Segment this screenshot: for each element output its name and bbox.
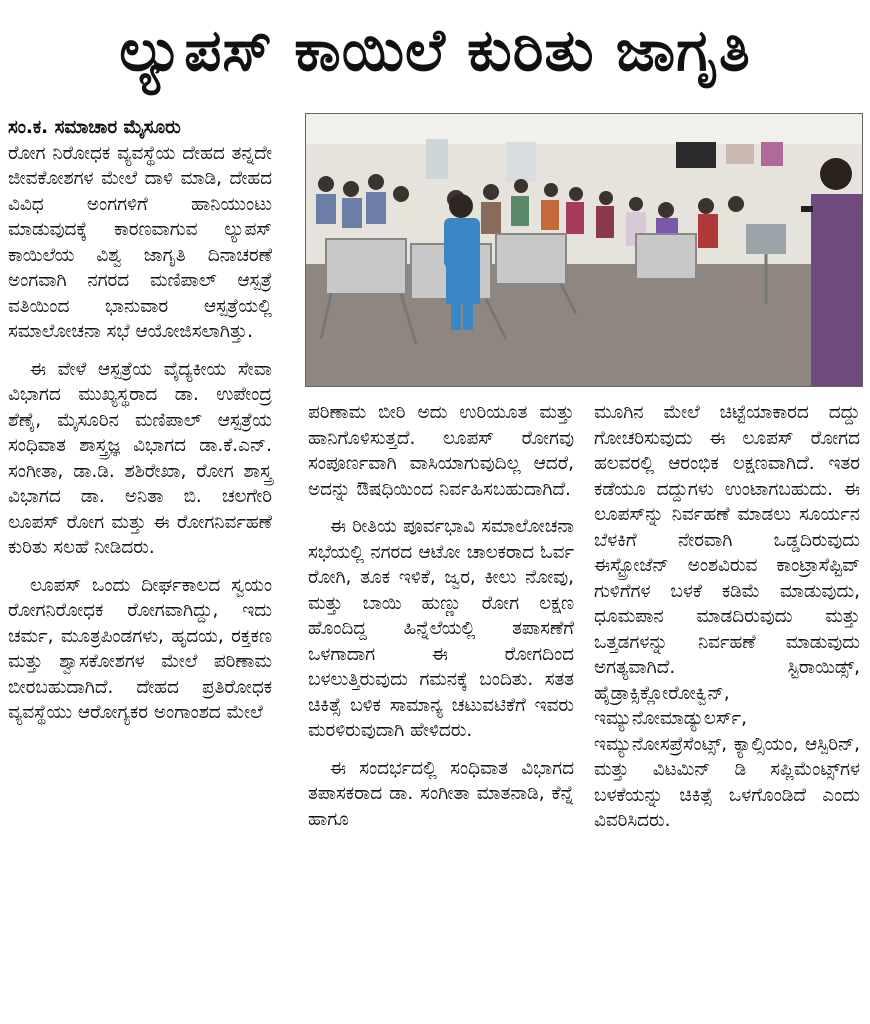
column-2 [308, 400, 574, 832]
event-photo-illustration [306, 114, 862, 386]
paragraph: ಈ ರೀತಿಯ ಪೂರ್ವಭಾವಿ ಸಮಾಲೋಚನಾ ಸಭೆಯಲ್ಲಿ ನಗರದ ಆಟೋ ಚಾಲಕರಾದ ಓರ್ವ ರೋಗಿ, ತೂಕ ಇಳಿಕೆ, ಜ್ವರ, ಕೀಲು ನೋವು, ಮತ್ತು ಬಾಯಿ ಹುಣ್ಣು ರೋಗ ಲಕ್ಷಣ ಹೊಂದಿದ್ದ ಹಿನ್ನೆಲೆಯಲ್ಲಿ ತಪಾಸಣೆಗೆ ಒಳಗಾದಾಗ ಈ ರೋಗದಿಂದ ಬಳಲುತ್ತಿರುವುದು ಗಮನಕ್ಕೆ ಬಂದಿತು. ಸತತ ಚಿಕಿತ್ಸೆ ಬಳಿಕ ಸಾಮಾನ್ಯ ಚಟುವಟಿಕೆಗೆ ಇವರು ಮರಳಿರುವುದಾಗಿ ಹೇಳಿದರು. [308, 516, 574, 741]
event-photo [305, 113, 863, 387]
paragraph: ಲೂಪಸ್ ಒಂದು ದೀರ್ಘಕಾಲದ ಸ್ವಯಂ ರೋಗನಿರೋಧಕ ರೋಗವಾಗಿದ್ದು, ಇದು ಚರ್ಮ, ಮೂತ್ರಪಿಂಡಗಳು, ಹೃದಯ, ರಕ್ತಕಣ ಮತ್ತು ಶ್ವಾಸಕೋಶಗಳ ಮೇಲೆ ಪರಿಣಾಮ ಬೀರಬಹುದಾಗಿದೆ. ದೇಹದ ಪ್ರತಿರೋಧಕ ವ್ಯವಸ್ಥೆಯು ಆರೋಗ್ಯಕರ ಅಂಗಾಂಶದ ಮೇಲೆ [8, 574, 272, 723]
paragraph: ಮೂಗಿನ ಮೇಲೆ ಚಿಟ್ಟೆಯಾಕಾರದ ದದ್ದು ಗೋಚರಿಸುವುದು ಈ ಲೂಪಸ್ ರೋಗದ ಹಲವರಲ್ಲಿ ಆರಂಭಿಕ ಲಕ್ಷಣವಾಗಿದೆ. ಇತರ ಕಡೆಯೂ ದದ್ದುಗಳು ಉಂಟಾಗಬಹುದು. ಈ ಲೂಪಸ್‌ನ್ನು ನಿರ್ವಹಣೆ ಮಾಡಲು ಸೂರ್ಯನ ಬೆಳಕಿಗೆ ನೇರವಾಗಿ ಒಡ್ಡದಿರುವುದು ಈಸ್ಟ್ರೋಜೆನ್ ಅಂಶವಿರುವ ಕಾಂಟ್ರಾಸೆಪ್ಟಿವ್ ಗುಳಿಗೆಗಳ ಬಳಕೆ ಕಡಿಮೆ ಮಾಡುವುದು, ಧೂಮಪಾನ ಮಾಡದಿರುವುದು ಮತ್ತು ಒತ್ತಡಗಳನ್ನು ನಿರ್ವಹಣೆ ಮಾಡುವುದು ಅಗತ್ಯವಾಗಿದೆ. ಸ್ಟಿರಾಯಿಡ್ಸ್, ಹೈಡ್ರಾಕ್ಸಿಕ್ಲೋರೋಕ್ವಿನ್, ಇಮ್ಯುನೋಮಾಡ್ಯುಲರ್ಸ್, ಇಮ್ಯುನೋಸಪ್ರೆಸೆಂಟ್ಸ್, ಕ್ಯಾಲ್ಸಿಯಂ, ಆಸ್ಪಿರಿನ್, ಮತ್ತು ವಿಟಮಿನ್ ಡಿ ಸಪ್ಲಿಮೆಂಟ್ಸ್‌ಗಳ ಬಳಕೆಯನ್ನು ಚಿಕಿತ್ಸೆ ಒಳಗೊಂಡಿದೆ ಎಂದು ವಿವರಿಸಿದರು. [594, 402, 860, 831]
paragraph: ಈ ವೇಳೆ ಆಸ್ಪತ್ರೆಯ ವೈದ್ಯಕೀಯ ಸೇವಾ ವಿಭಾಗದ ಮುಖ್ಯಸ್ಥರಾದ ಡಾ. ಉಪೇಂದ್ರ ಶೆಣೈ, ಮೈಸೂರಿನ ಮಣಿಪಾಲ್ ಆಸ್ಪತ್ರೆಯ ಸಂಧಿವಾತ ಶಾಸ್ತ್ರಜ್ಞ ವಿಭಾಗದ ಡಾ.ಕೆ.ಎನ್. ಸಂಗೀತಾ, ಡಾ.ಡಿ. ಶಶಿರೇಖಾ, ರೋಗ ಶಾಸ್ತ್ರ ವಿಭಾಗದ ಡಾ. ಅನಿತಾ ಬಿ. ಚಲಗೇರಿ ಲೂಪಸ್ ರೋಗ ಮತ್ತು ಈ ರೋಗನಿರ್ವಹಣೆ ಕುರಿತು ಸಲಹೆ ನೀಡಿದರು. [8, 358, 272, 558]
dateline: ಸಂ.ಕ. ಸಮಾಚಾರ ಮೈಸೂರು [8, 117, 181, 138]
paragraph: ಈ ಸಂದರ್ಭದಲ್ಲಿ ಸಂಧಿವಾತ ವಿಭಾಗದ ತಪಾಸಕರಾದ ಡಾ. ಸಂಗೀತಾ ಮಾತನಾಡಿ, ಕೆನ್ನೆ ಹಾಗೂ [308, 757, 574, 830]
column-1 [8, 115, 272, 726]
paragraph: ರೋಗ ನಿರೋಧಕ ವ್ಯವಸ್ಥೆಯ ದೇಹದ ತನ್ನದೇ ಜೀವಕೋಶಗಳ ಮೇಲೆ ದಾಳಿ ಮಾಡಿ, ದೇಹದ ವಿವಿಧ ಅಂಗಗಳಿಗೆ ಹಾನಿಯುಂಟು ಮಾಡುವುದಕ್ಕೆ ಕಾರಣವಾಗುವ ಲ್ಯುಪಸ್ ಕಾಯಿಲೆಯ ವಿಶ್ವ ಜಾಗೃತಿ ದಿನಾಚರಣೆ ಅಂಗವಾಗಿ ನಗರದ ಮಣಿಪಾಲ್ ಆಸ್ಪತ್ರೆ ವತಿಯಿಂದ ಭಾನುವಾರ ಆಸ್ಪತ್ರೆಯಲ್ಲಿ ಸಮಾಲೋಚನಾ ಸಭೆ ಆಯೋಜಿಸಲಾಗಿತ್ತು. [8, 142, 272, 342]
headline: ಲ್ಯುಪಸ್ ಕಾಯಿಲೆ ಕುರಿತು ಜಾಗೃತಿ [119, 15, 751, 84]
column-3 [594, 400, 860, 834]
paragraph: ಪರಿಣಾಮ ಬೀರಿ ಅದು ಉರಿಯೂತ ಮತ್ತು ಹಾನಿಗೊಳಿಸುತ್ತದೆ. ಲೂಪಸ್ ರೋಗವು ಸಂಪೂರ್ಣವಾಗಿ ವಾಸಿಯಾಗುವುದಿಲ್ಲ ಆದರೆ, ಅದನ್ನು ಔಷಧಿಯಿಂದ ನಿರ್ವಹಿಸಬಹುದಾಗಿದೆ. [308, 402, 574, 500]
